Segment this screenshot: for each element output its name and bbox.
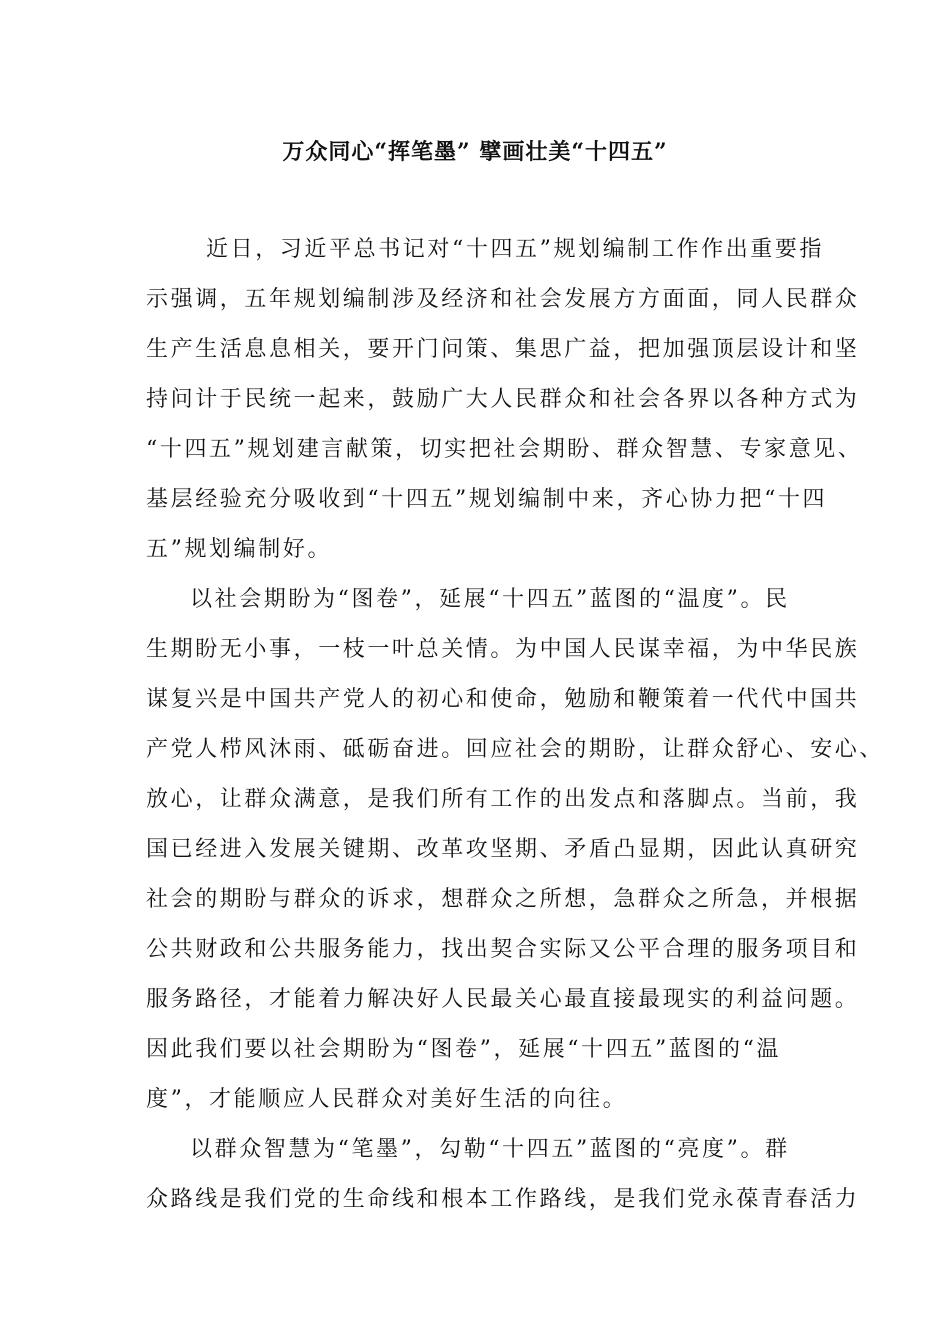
body-line: 以社会期盼为“图卷”，延展“十四五”蓝图的“温度”。民	[190, 587, 790, 612]
body-line: “十四五”规划建言献策，切实把社会期盼、群众智慧、专家意见、	[146, 437, 863, 462]
article-title: 万众同心“挥笔墨” 擘画壮美“十四五”	[282, 139, 668, 165]
body-line: 产党人栉风沐雨、砥砺奋进。回应社会的期盼，让群众舒心、安心、	[146, 737, 885, 762]
body-line: 基层经验充分吸收到“十四五”规划编制中来，齐心协力把“十四	[146, 487, 828, 512]
body-line: 社会的期盼与群众的诉求，想群众之所想，急群众之所急，并根据	[146, 887, 860, 912]
body-line: 以群众智慧为“笔墨”，勾勒“十四五”蓝图的“亮度”。群	[190, 1137, 790, 1162]
body-line: 众路线是我们党的生命线和根本工作路线，是我们党永葆青春活力	[146, 1187, 860, 1212]
body-line: 生期盼无小事，一枝一叶总关情。为中国人民谋幸福，为中华民族	[146, 637, 860, 662]
body-line: 服务路径，才能着力解决好人民最关心最直接最现实的利益问题。	[146, 987, 860, 1012]
body-line: 示强调，五年规划编制涉及经济和社会发展方方面面，同人民群众	[146, 287, 860, 312]
body-line: 国已经进入发展关键期、改革攻坚期、矛盾凸显期，因此认真研究	[146, 837, 860, 862]
body-line: 放心，让群众满意，是我们所有工作的出发点和落脚点。当前，我	[146, 787, 860, 812]
body-line: 近日，习近平总书记对“十四五”规划编制工作作出重要指	[206, 237, 825, 262]
body-line: 持问计于民统一起来，鼓励广大人民群众和社会各界以各种方式为	[146, 387, 860, 412]
body-line: 谋复兴是中国共产党人的初心和使命，勉励和鞭策着一代代中国共	[146, 687, 860, 712]
body-line: 度”，才能顺应人民群众对美好生活的向往。	[146, 1087, 628, 1112]
body-line: 生产生活息息相关，要开门问策、集思广益，把加强顶层设计和坚	[146, 337, 860, 362]
body-line: 因此我们要以社会期盼为“图卷”，延展“十四五”蓝图的“温	[146, 1037, 782, 1062]
body-line: 五”规划编制好。	[146, 537, 333, 562]
body-line: 公共财政和公共服务能力，找出契合实际又公平合理的服务项目和	[146, 937, 860, 962]
